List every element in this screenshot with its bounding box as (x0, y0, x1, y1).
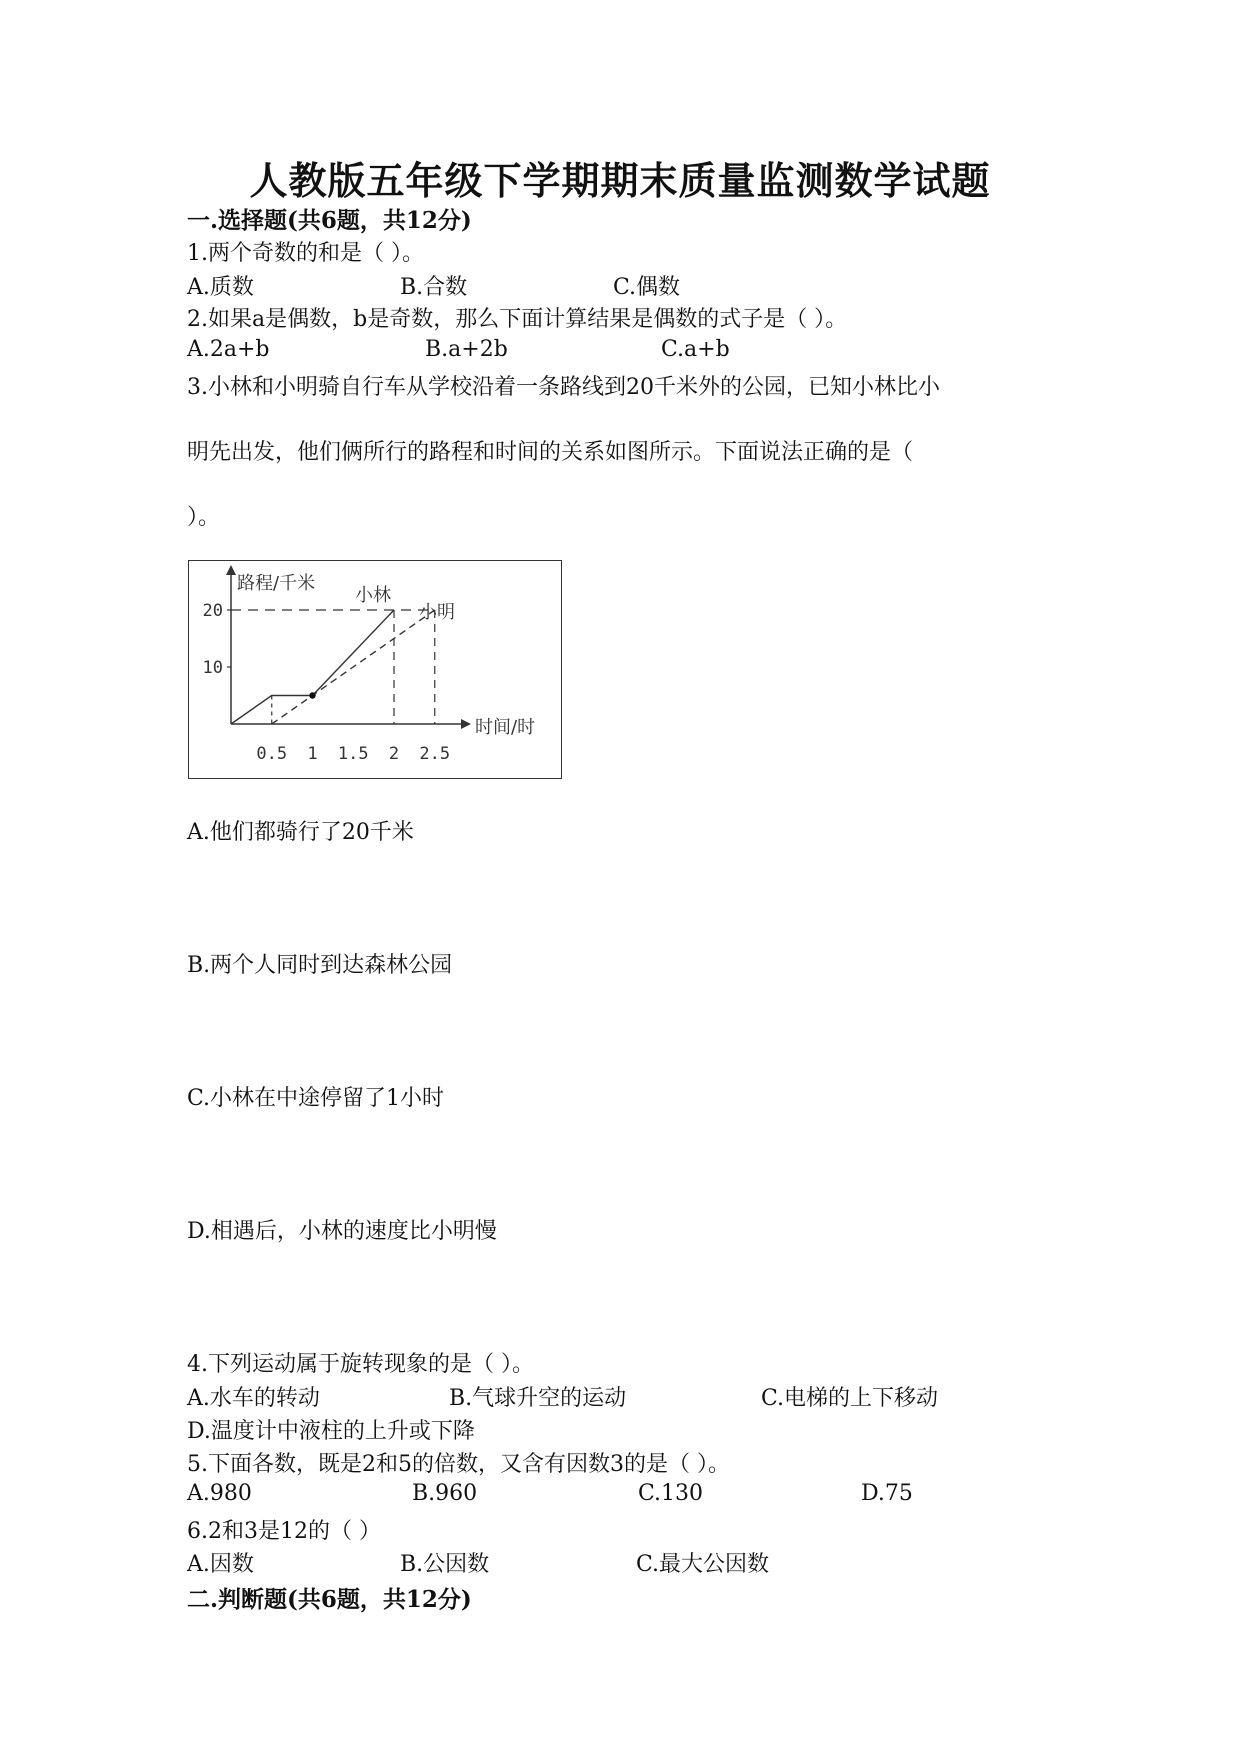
question-1-stem: 1.两个奇数的和是（ ）。 (187, 241, 424, 266)
q4-option-d[interactable]: D.温度计中液柱的上升或下降 (187, 1419, 475, 1444)
question-3-line-1: 3.小林和小明骑自行车从学校沿着一条路线到20千米外的公园，已知小林比小 (187, 375, 940, 400)
x-tick-label: 0.5 (256, 744, 288, 764)
x-tick-label: 1.5 (337, 744, 369, 764)
q5-option-a[interactable]: A.980 (187, 1481, 252, 1506)
q1-option-a[interactable]: A.质数 (187, 275, 254, 300)
q5-option-c[interactable]: C.130 (638, 1481, 704, 1506)
q6-option-b[interactable]: B.公因数 (400, 1552, 490, 1577)
q1-option-b[interactable]: B.合数 (400, 275, 468, 300)
series-line-1 (231, 610, 394, 724)
question-3-line-2: 明先出发，他们俩所行的路程和时间的关系如图所示。下面说法正确的是（ (187, 440, 914, 465)
x-tick-label: 2 (388, 744, 400, 764)
q3-option-c[interactable]: C.小林在中途停留了1小时 (187, 1086, 445, 1111)
distance-time-chart (188, 560, 562, 779)
section-heading-judgment: 二.判断题(共6题，共12分) (187, 1586, 472, 1613)
q2-option-b[interactable]: B.a+2b (425, 337, 508, 362)
q5-option-d[interactable]: D.75 (861, 1481, 913, 1506)
y-axis-arrow (226, 565, 236, 575)
q1-option-c[interactable]: C.偶数 (613, 275, 681, 300)
x-tick-label: 2.5 (419, 744, 451, 764)
q3-option-d[interactable]: D.相遇后，小林的速度比小明慢 (187, 1219, 497, 1244)
y-axis-label: 路程/千米 (237, 573, 316, 594)
q6-option-a[interactable]: A.因数 (187, 1552, 254, 1577)
question-5-stem: 5.下面各数，既是2和5的倍数，又含有因数3的是（ ）。 (187, 1452, 730, 1477)
y-tick-label: 20 (202, 601, 223, 621)
q2-option-c[interactable]: C.a+b (661, 337, 730, 362)
meeting-point (309, 692, 315, 698)
q2-option-a[interactable]: A.2a+b (187, 337, 270, 362)
q3-option-b[interactable]: B.两个人同时到达森林公园 (187, 953, 453, 978)
q4-option-c[interactable]: C.电梯的上下移动 (761, 1386, 939, 1411)
q3-option-a[interactable]: A.他们都骑行了20千米 (187, 820, 414, 845)
series-label-2: 小明 (419, 602, 455, 623)
x-axis-arrow (461, 719, 471, 729)
question-4-stem: 4.下列运动属于旋转现象的是（ ）。 (187, 1352, 534, 1377)
series-label-1: 小林 (355, 585, 391, 606)
y-tick-label: 10 (202, 658, 223, 678)
q4-option-a[interactable]: A.水车的转动 (187, 1386, 320, 1411)
section-heading-choice: 一.选择题(共6题，共12分) (187, 207, 472, 234)
x-tick-label: 1 (307, 744, 318, 764)
q6-option-c[interactable]: C.最大公因数 (636, 1552, 770, 1577)
question-3-line-3: ）。 (187, 505, 221, 530)
page-title: 人教版五年级下学期期末质量监测数学试题 (249, 158, 991, 203)
series-line-2 (272, 610, 435, 724)
question-6-stem: 6.2和3是12的（ ） (187, 1519, 381, 1544)
question-2-stem: 2.如果a是偶数，b是奇数，那么下面计算结果是偶数的式子是（ ）。 (187, 307, 848, 332)
x-axis-label: 时间/时 (475, 717, 536, 738)
q5-option-b[interactable]: B.960 (412, 1481, 478, 1506)
q4-option-b[interactable]: B.气球升空的运动 (449, 1386, 627, 1411)
chart-svg (189, 561, 563, 780)
